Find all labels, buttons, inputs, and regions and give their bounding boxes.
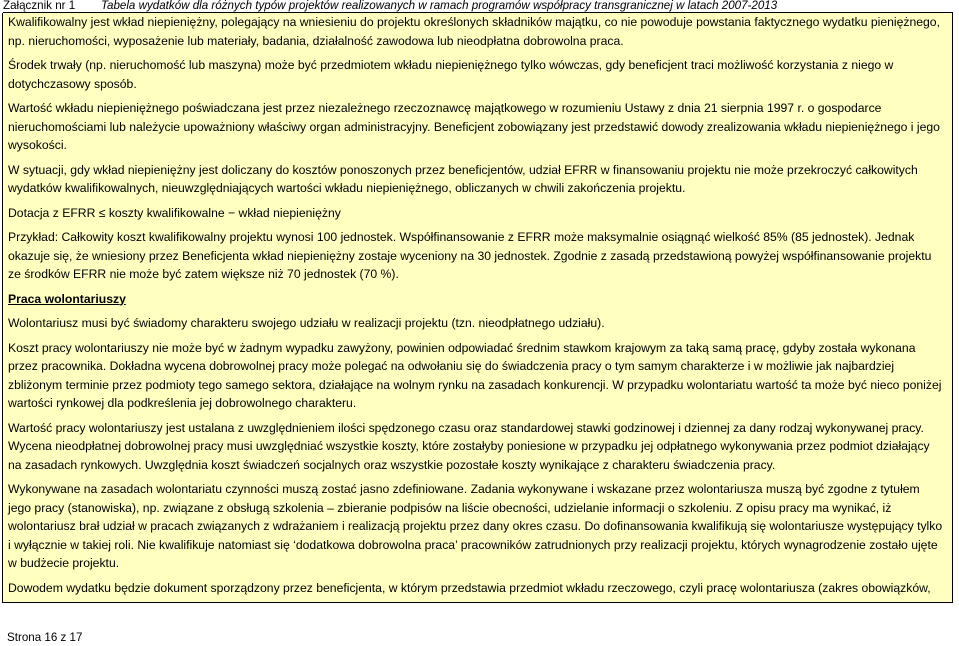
paragraph-volunteer-cost: Koszt pracy wolontariuszy nie może być w żadnym wypadku zawyżony, powinien odpowiadać średnim stawkom krajowym za taką samą pracę, gdyby została wykonana przez pracownika. Dokładna wycena dobrowolnej pracy może polegać na odwołaniu się do świadczenia pracy o tym samym charakterze i w możliwie jak najbardziej zbliżonym terminie przez podmioty tego samego sektora, działające na wolnym rynku na zasadach konkurencji. W przypadku wolontariatu wartość ta może być nieco poniżej wartości rynkowej dla podkreślenia jej dobrowolnego charakteru.: [8, 340, 942, 410]
paragraph-volunteer-awareness: Wolontariusz musi być świadomy charakteru swojego udziału w realizacji projektu (tzn. nieodpłatnego udziału).: [8, 316, 605, 330]
section-heading-volunteer-work: Praca wolontariuszy: [8, 291, 126, 306]
page-header: [3, 0, 953, 13]
paragraph-fixed-asset: Środek trwały (np. nieruchomość lub maszyna) może być przedmiotem wkładu niepieniężnego tylko wówczas, gdy beneficjent traci możliwość korzystania z niego w dotychczasowy sposób.: [8, 58, 894, 91]
formula: Dotacja z EFRR ≤ koszty kwalifikowalne − wkład niepieniężny: [8, 205, 341, 220]
content-box: [2, 13, 953, 603]
paragraph-efrr-limit: W sytuacji, gdy wkład niepieniężny jest doliczany do kosztów ponoszonych przez beneficjentów, udział EFRR w finansowaniu projektu nie może przekroczyć całkowitych wydatków kwalifikowalnych, nieuwzględniających wartości wkładu niepieniężnego, obliczanych w chwili zakończenia projektu.: [8, 162, 918, 195]
paragraph-valuation: Wartość wkładu niepieniężnego poświadczana jest przez niezależnego rzeczoznawcę majątkowego w rozumieniu Ustawy z dnia 21 sierpnia 1997 r. o gospodarce nieruchomościami lub należycie upoważniony właściwy organ administracyjny. Beneficjent zobowiązany jest przedstawić dowody zrealizowania wkładu niepieniężnego i jego wysokości.: [8, 101, 940, 152]
paragraph-in-kind-contribution: Kwalifikowalny jest wkład niepieniężny, polegający na wniesieniu do projektu określonych składników majątku, co nie powoduje powstania faktycznego wydatku pieniężnego, np. nieruchomości, wyposażenie lub materiały, badania, działalność zawodowa lub nieodpłatna dobrowolna praca.: [8, 15, 940, 48]
document-title: Tabela wydatków dla różnych typów projektów realizowanych w ramach programów współpracy transgranicznej w latach 2007-2013: [101, 0, 778, 12]
paragraph-volunteer-value: Wartość pracy wolontariuszy jest ustalana z uwzględnieniem ilości spędzonego czasu oraz standardowej stawki godzinowej i dziennej za dany rodzaj wykonywanej pracy. Wycena nieodpłatnej dobrowolnej pracy musi uwzględniać wszystkie koszty, które zostałyby poniesione w przypadku jej odpłatnego wykonywania przez podmiot działający na zasadach rynkowych. Uwzględnia koszt świadczeń socjalnych oraz wszystkie pozostałe koszty wynikające z charakteru świadczenia pracy.: [8, 420, 930, 472]
paragraph-volunteer-tasks: Wykonywane na zasadach wolontariatu czynności muszą zostać jasno zdefiniowane. Zadania wykonywane i wskazane przez wolontariusza muszą być zgodne z tytułem jego pracy (stanowiska), np. związane z obsługą szkolenia – zbieranie podpisów na liście obecności, udzielanie informacji o szkoleniu. Z opisu pracy ma wynikać, iż wolontariusz brał udział w pracach związanych z wdrażaniem i realizacją projektu przez dany okres czasu. Do dofinansowania kwalifikują się wolontariusze występujący tylko i wyłącznie w takiej roli. Nie kwalifikuje natomiast się ‘dodatkowa dobrowolna praca’ pracowników zatrudnionych przy realizacji projektu, których wynagrodzenie zostało ujęte w budżecie projektu.: [8, 482, 943, 570]
document-id: Załącznik nr 1: [3, 0, 76, 12]
paragraph-example: Przykład: Całkowity koszt kwalifikowalny projektu wynosi 100 jednostek. Współfinansowanie z EFRR może maksymalnie osiągnąć wielkość 85% (85 jednostek). Jednak okazuje się, że wniesiony przez Beneficjenta wkład niepieniężny zostaje wyceniony na 30 jednostek. Zgodnie z zasadą przedstawioną powyżej współfinansowanie projektu ze środków EFRR nie może być zatem większe niż 70 jednostek (70 %).: [8, 230, 932, 281]
page-number: Strona 16 z 17: [7, 631, 83, 644]
paragraph-evidence: Dowodem wydatku będzie dokument sporządzony przez beneficjenta, w którym przedstawia przedmiot wkładu rzeczowego, czyli pracę wolontariusza (zakres obowiązków,: [8, 580, 931, 595]
